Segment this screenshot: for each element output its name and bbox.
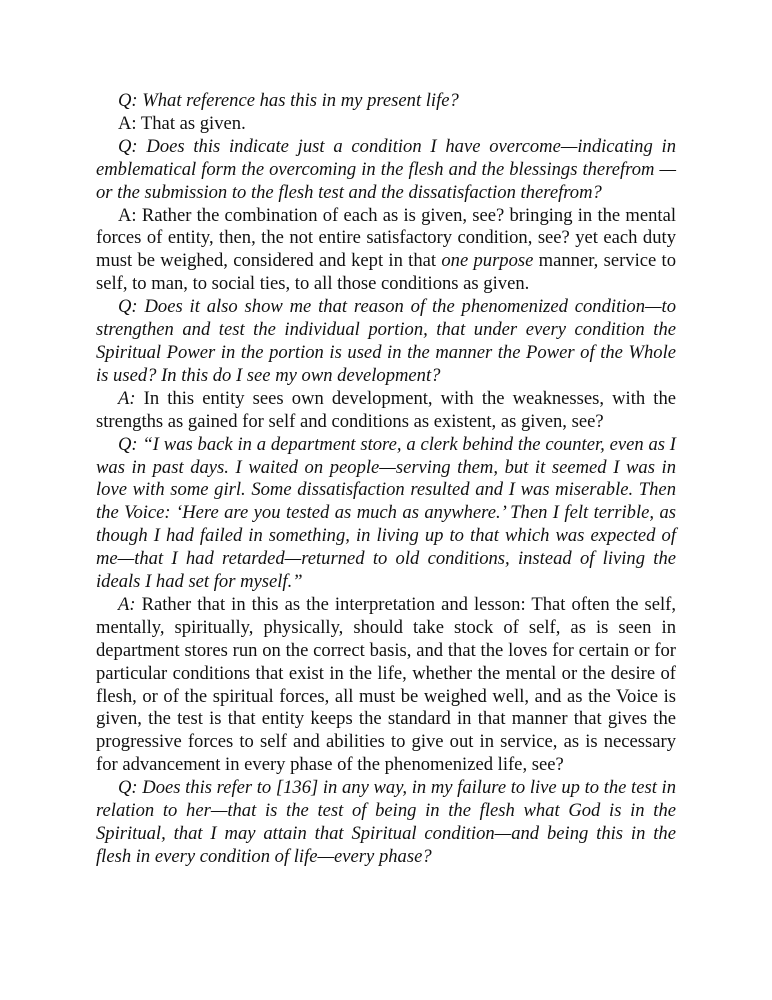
answer-paragraph xyxy=(96,113,676,136)
answer-text: In this entity sees own development, with the weaknesses, with the strengths as gained for self and conditions as existent, as given, see? xyxy=(96,387,676,432)
question-text: Q: Does it also show me that reason of the phenomenized condition—to strengthen and test the individual portion, that under every condition the Spiritual Power in the portion is used in the manner the Power of the Whole is used? In this do I see my own development? xyxy=(96,296,676,386)
question-text: Q: Does this indicate just a condition I have overcome—indicating in emblematical form the overcoming in the flesh and the blessings therefrom —or the submission to the flesh test and the dissatisfaction therefrom? xyxy=(96,135,676,203)
question-paragraph xyxy=(96,777,676,869)
answer-text: Rather that in this as the interpretation and lesson: That often the self, mentally, spiritually, physically, should take stock of self, as is seen in department stores run on the correct basis, and that the loves for certain or for particular conditions that exist in the life, whether the mental or the desire of flesh, or of the spiritual forces, all must be weighed well, and as the Voice is given, the test is that entity keeps the standard in that manner that gives the progressive forces to self and abilities to give out in service, as is necessary for advancement in every phase of the phenomenized life, see? xyxy=(96,593,676,776)
question-text: Q: Does this refer to [136] in any way, in my failure to live up to the test in relation to her—that is the test of being in the flesh what God is in the Spiritual, that I may attain that Spiritual condition—and being this in the flesh in every condition of life—every phase? xyxy=(96,777,676,867)
question-paragraph xyxy=(96,296,676,388)
answer-label: A: xyxy=(118,387,136,409)
answer-paragraph xyxy=(96,594,676,777)
question-paragraph xyxy=(96,90,676,113)
answer-paragraph xyxy=(96,388,676,434)
document-page xyxy=(96,90,676,869)
answer-paragraph xyxy=(96,205,676,297)
question-paragraph xyxy=(96,434,676,594)
question-text: Q: “I was back in a department store, a clerk behind the counter, even as I was in past days. I waited on people—serving them, but it seemed I was in love with some girl. Some dissatisfaction resulted and I was miserable. Then the Voice: ‘Here are you tested as much as anywhere.’ Then I felt terrible, as though I had failed in something, in living up to that which was expected of me—that I had retarded—returned to old conditions, instead of living the ideals I had set for myself.” xyxy=(96,433,676,593)
answer-text: A: That as given. xyxy=(118,112,246,134)
answer-text: manner, service to self, to man, to social ties, to all those conditions as given. xyxy=(96,250,677,295)
answer-label: A: xyxy=(118,593,136,615)
question-paragraph xyxy=(96,136,676,205)
emphasis-text: one purpose xyxy=(441,250,534,272)
answer-text: A: Rather the combination of each as is given, see? bringing in the mental forces of entity, then, the not entire satisfactory condition, see? yet each duty must be weighed, considered and kept in that xyxy=(96,204,676,272)
question-text: Q: What reference has this in my present life? xyxy=(118,90,459,111)
